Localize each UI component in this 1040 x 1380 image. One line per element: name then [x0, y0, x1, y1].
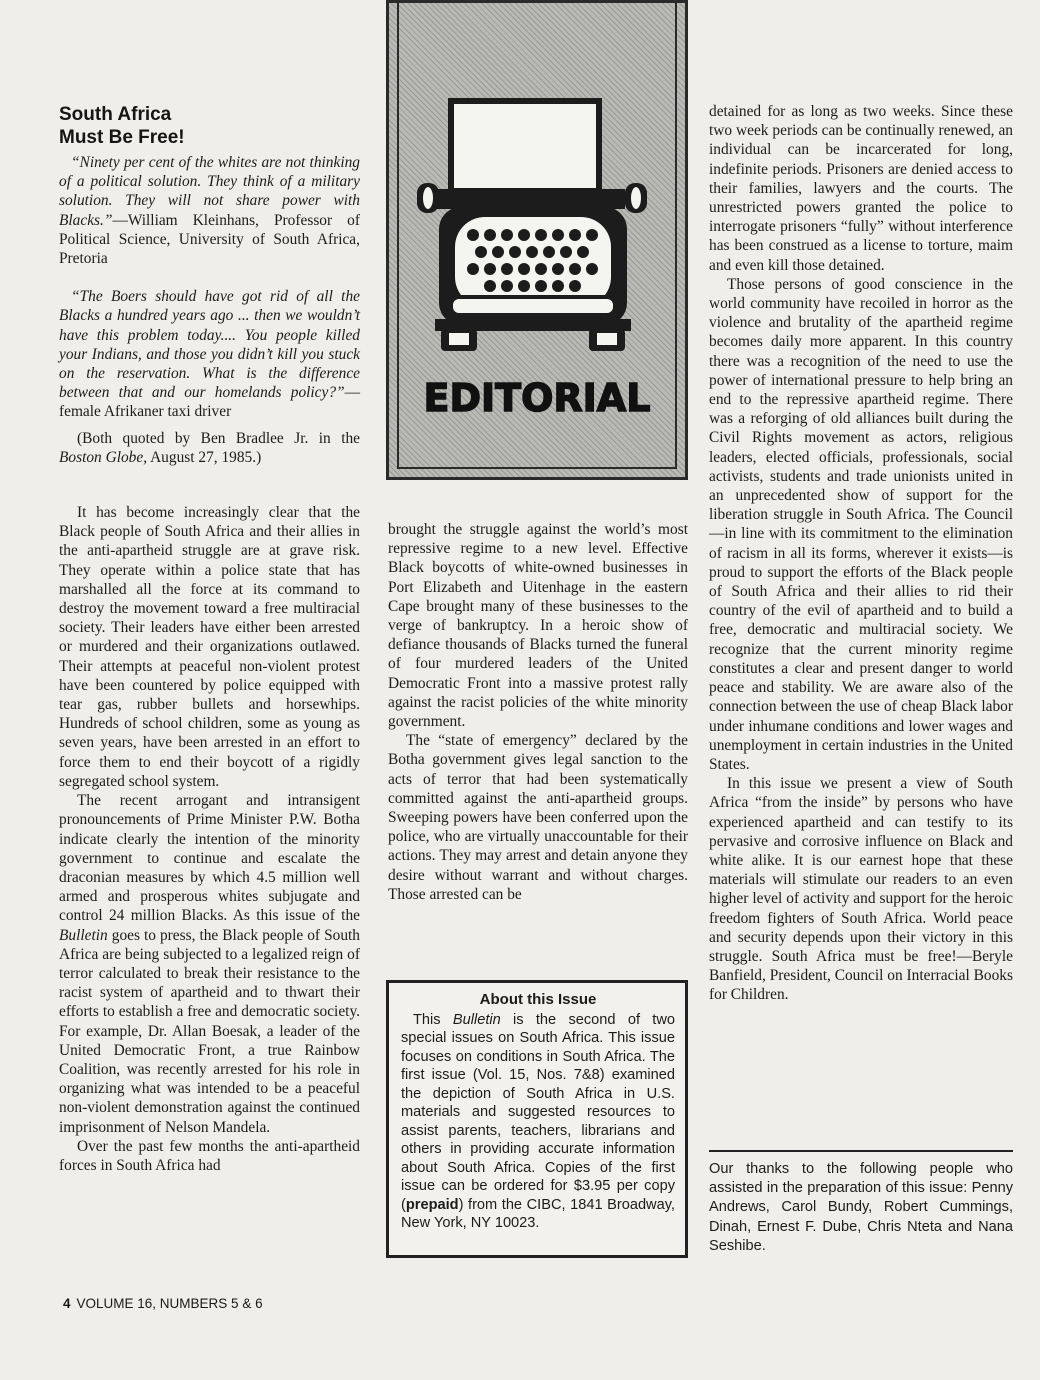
page-footer [63, 1296, 263, 1311]
about-this-issue-box [386, 980, 688, 1258]
quote-source: (Both quoted by Ben Bradlee Jr. in the Boston Globe, August 27, 1985.) [59, 429, 360, 466]
paragraph: detained for as long as two weeks. Since these two week periods can be continually renewed, an individual can be incarcerated for long, indefinite periods. Prisoners are denied access to their families, lawyers and the courts. The unrestricted powers granted the police to interrogate prisoners “fully” without interference has been construed as a license to torture, maim and even kill those detained. [709, 103, 1013, 274]
acknowledgements: Our thanks to the following people who assisted in the preparation of this issue: Penny Andrews, Carol Bundy, Robert Cummings, Dinah, Ernest F. Dube, Chris Nteta and Nana Seshibe. [709, 1150, 1013, 1256]
paragraph: In this issue we present a view of South Africa “from the inside” by persons who have experienced apartheid and can testify to its pervasive and corrosive influence on Black and white alike. It is our earnest hope that these materials will stimulate our readers to an even higher level of activity and support for the heroic freedom fighters of South Africa. World peace and security depends upon their victory in this struggle. South Africa must be free!—Beryle Banfield, President, Council on Interracial Books for Children. [709, 775, 1013, 1004]
about-heading: About this Issue [479, 991, 597, 1008]
middle-column [388, 520, 688, 904]
epigraph-quote-1: “Ninety per cent of the whites are not thinking of a political solution. They think of a military solution. They will not share power with Blacks.”—William Kleinhans, Professor of Political Science, University of South Africa, Pretoria [59, 154, 360, 268]
paragraph: The recent arrogant and intransigent pronouncements of Prime Minister P.W. Botha indicate clearly the intention of the minority government to continue and escalate the draconian measures by which 4.5 million well armed and prosperous whites subjugate and control 24 million Blacks. As this issue of the Bulletin goes to press, the Black people of South Africa are being subjected to a legalized reign of terror calculated to break their resistance to the racist system of apartheid and to thwart their efforts to establish a free and democratic society. For example, Dr. Allan Boesak, a leader of the United Democratic Front, a true Rainbow Coalition, was recently arrested for his role in organizing what was intended to be a peaceful non-violent demonstration against the continued imprisonment of Nelson Mandela. [59, 792, 360, 1136]
paragraph: Over the past few months the anti-apartheid forces in South Africa had [59, 1137, 360, 1174]
editorial-label: EDITORIAL [423, 376, 651, 420]
volume-label: VOLUME 16, NUMBERS 5 & 6 [76, 1296, 263, 1311]
paragraph: brought the struggle against the world’s most repressive regime to a new level. Effective Black boycotts of white-owned businesses in Port Elizabeth and Uitenhage in the eastern Cape brought many of these businesses to the verge of bankruptcy. In a heroic show of defiance thousands of Blacks turned the funeral of four murdered leaders of the United Democratic Front into a massive protest rally against the racist policies of the white minority government. [388, 521, 688, 731]
epigraph-quote-2: “The Boers should have got rid of all the Blacks a hundred years ago ... then we wouldn’t have this problem today.... You people killed your Indians, and those you didn’t kill you stuck on the reservation. What is the difference between that and our homelands policy?”—female Afrikaner taxi driver [59, 288, 360, 421]
page-number: 4 [63, 1296, 71, 1311]
typewriter-icon [389, 3, 685, 477]
left-body [59, 503, 360, 1175]
about-text: This Bulletin is the second of two special issues on South Africa. This issue focuses on conditions in South Africa. The first issue (Vol. 15, Nos. 7&8) examined the depiction of South Africa in U.S. materials and suggested resources to assist parents, teachers, librarians and others in providing accurate information about South Africa. Copies of the first issue can be ordered for $3.95 per copy (prepaid) from the CIBC, 1841 Broadway, New York, NY 10023. [401, 1011, 676, 1231]
editorial-illustration [386, 0, 688, 480]
paragraph: The “state of emergency” declared by the Botha government gives legal sanction to the acts of terror that had been systematically committed against the anti-apartheid groups. Sweeping powers have been conferred upon the police, who are virtually unaccountable for their actions. They may arrest and detain anyone they desire without warrant and without charges. Those arrested can be [388, 732, 688, 903]
left-column [59, 103, 360, 1175]
right-column [709, 102, 1013, 1005]
paragraph: It has become increasingly clear that the Black people of South Africa and their allies in the anti-apartheid struggle are at grave risk. They operate within a police state that has marshalled all the force at its command to destroy the movement toward a free multiracial society. Their leaders have either been arrested or murdered and their organizations outlawed. Their attempts at peaceful non-violent protest have been countered by police equipped with tear gas, rubber bullets and horsewhips. Hundreds of school children, some as young as seven years, have been arrested in an effort to force them to end their boycott of a rigidly segregated school system. [59, 504, 360, 790]
article-title: South Africa Must Be Free! [59, 104, 185, 148]
paragraph: Those persons of good conscience in the world community have recoiled in horror as the violence and brutality of the apartheid regime becomes daily more apparent. In this country there was a recognition of the need to use the power of international pressure to help bring an end to the repressive apartheid regime. There was a reforging of old alliances built during the Civil Rights movement as actors, religious leaders, elected officials, professionals, social activists, students and trade unionists united in an unprecedented show of support for the liberation struggle in South Africa. The Council—in line with its commitment to the elimination of racism in all its forms, wherever it exists—is proud to support the efforts of the Black people of South Africa and their allies to rid their country of the evil of apartheid and to build a free, democratic and multiracial society. We recognize that the current minority regime constitutes a clear and present danger to world peace and stability. We are aware also of the connection between the use of cheap Black labor under inhumane conditions and lower wages and unemployment in certain industries in the United States. [709, 275, 1013, 773]
